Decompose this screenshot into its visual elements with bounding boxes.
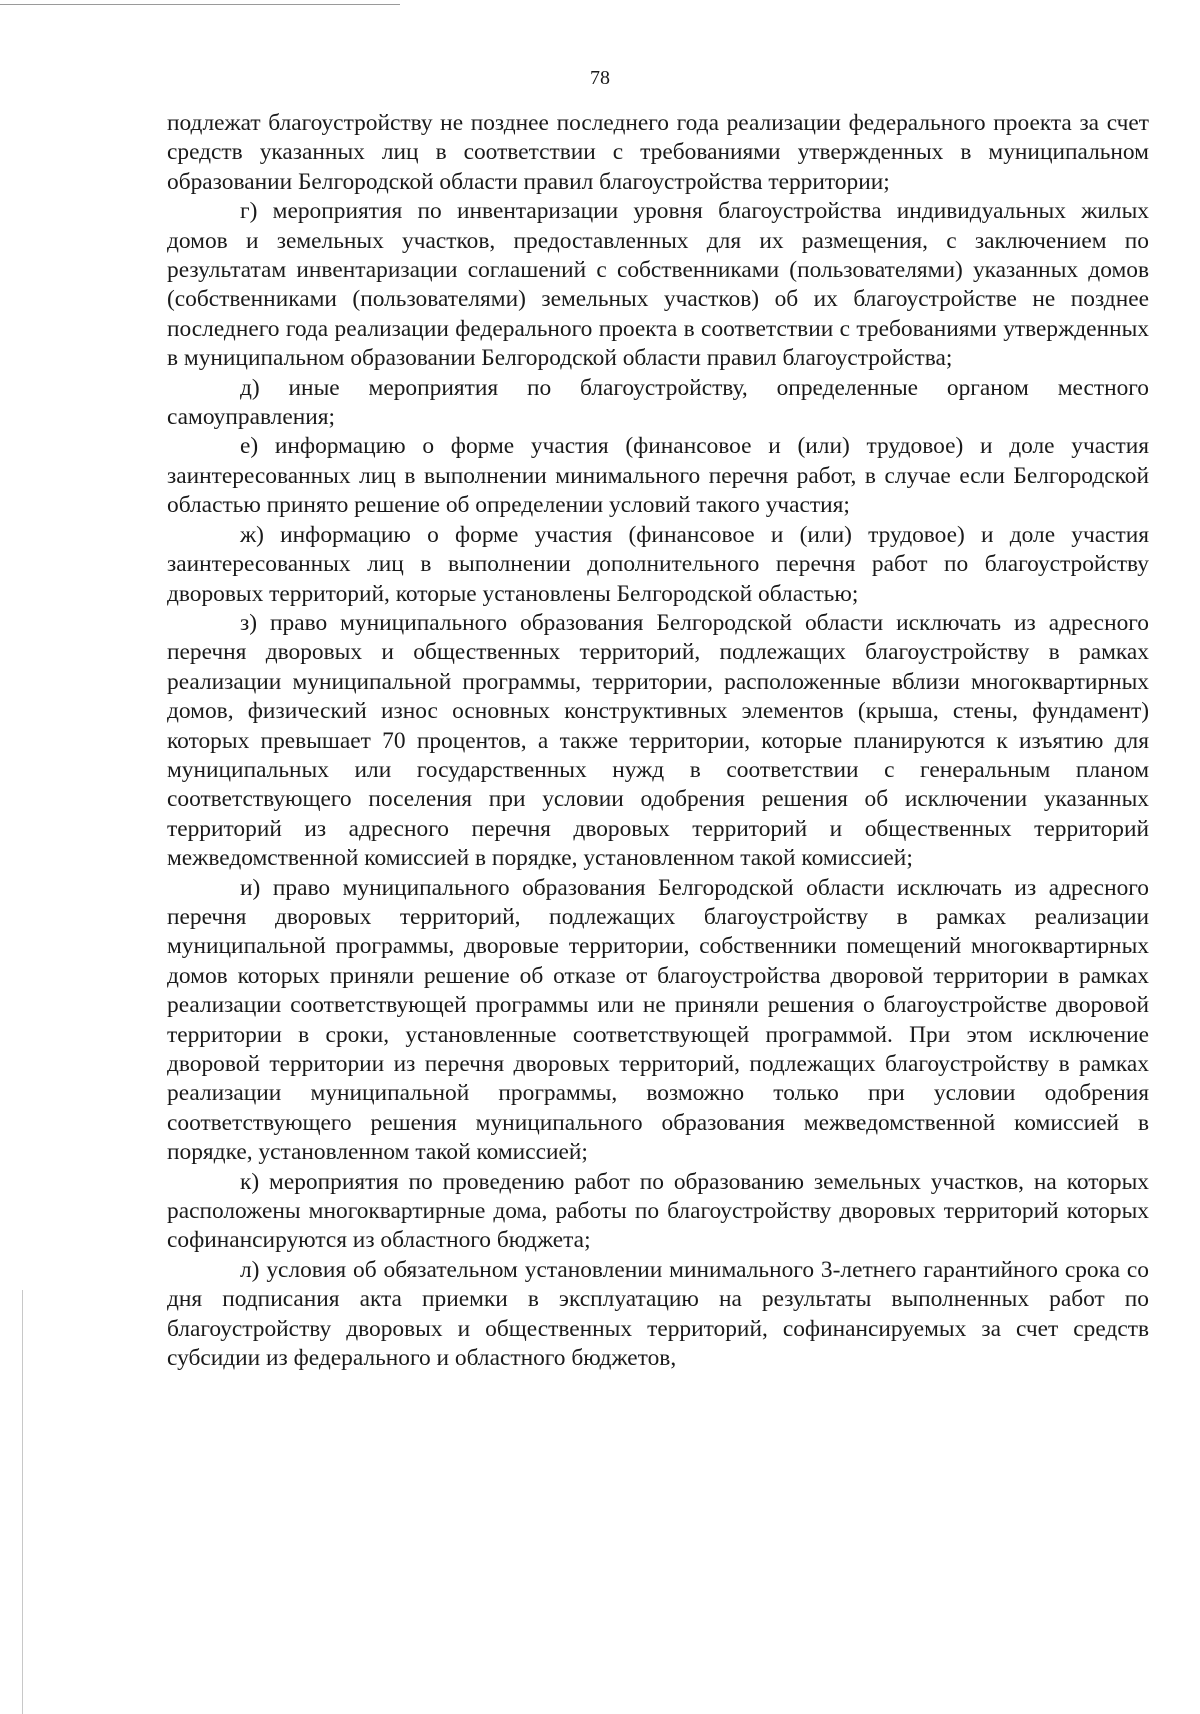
scan-artifact-line xyxy=(22,1290,23,1714)
paragraph-item-z: з) право муниципального образования Белгородской области исключать из адресного перечня дворовых и общественных территорий, подлежащих благоустройству в рамках реализации муниципальной программы, территории, расположенные вблизи многоквартирных домов, физический износ основных конструктивных элементов (крыша, стены, фундамент) которых превышает 70 процентов, а также территории, которые планируются к изъятию для муниципальных или государственных нужд в соответствии с генеральным планом соответствующего поселения при условии одобрения решения об исключении указанных территорий из адресного перечня дворовых территорий и общественных территорий межведомственной комиссией в порядке, установленном такой комиссией; xyxy=(167,609,1149,872)
paragraph-item-i: и) право муниципального образования Белгородской области исключать из адресного перечня дворовых территорий, подлежащих благоустройству в рамках реализации муниципальной программы, дворовые территории, собственники помещений многоквартирных домов которых приняли решение об отказе от благоустройства дворовой территории в рамках реализации соответствующей программы или не приняли решения о благоустройстве дворовой территории в сроки, установленные соответствующей программой. При этом исключение дворовой территории из перечня дворовых территорий, подлежащих благоустройству в рамках реализации муниципальной программы, возможно только при условии одобрения соответствующего решения муниципального образования межведомственной комиссией в порядке, установленном такой комиссией; xyxy=(167,874,1149,1166)
paragraph-continuation: подлежат благоустройству не позднее последнего года реализации федерального проекта за счет средств указанных лиц в соответствии с требованиями утвержденных в муниципальном образовании Белгородской области правил благоустройства территории; xyxy=(167,110,1149,195)
paragraph-item-g: г) мероприятия по инвентаризации уровня благоустройства индивидуальных жилых домов и земельных участков, предоставленных для их размещения, с заключением по результатам инвентаризации соглашений с собственниками (пользователями) указанных домов (собственниками (пользователями) земельных участков) об их благоустройстве не позднее последнего года реализации федерального проекта в соответствии с требованиями утвержденных в муниципальном образовании Белгородской области правил благоустройства; xyxy=(167,198,1149,372)
paragraph-item-zh: ж) информацию о форме участия (финансовое и (или) трудовое) и доле участия заинтересованных лиц в выполнении дополнительного перечня работ по благоустройству дворовых территорий, которые установлены Белгородской областью; xyxy=(167,521,1149,607)
paragraph-item-l: л) условия об обязательном установлении минимального 3-летнего гарантийного срока со дня подписания акта приемки в эксплуатацию на результаты выполненных работ по благоустройству дворовых и общественных территорий, софинансируемых за счет средств субсидии из федерального и областного бюджетов, xyxy=(167,1256,1149,1372)
document-body xyxy=(167,109,1149,1373)
paragraph-item-d: д) иные мероприятия по благоустройству, определенные органом местного самоуправления; xyxy=(167,374,1149,431)
paragraph-item-e: е) информацию о форме участия (финансовое и (или) трудовое) и доле участия заинтересованных лиц в выполнении минимального перечня работ, в случае если Белгородской областью принято решение об определении условий такого участия; xyxy=(167,433,1149,519)
paragraph-item-k: к) мероприятия по проведению работ по образованию земельных участков, на которых расположены многоквартирные дома, работы по благоустройству дворовых территорий которых софинансируются из областного бюджета; xyxy=(167,1168,1149,1254)
page-number: 78 xyxy=(590,67,610,89)
scan-artifact-line xyxy=(0,4,400,5)
